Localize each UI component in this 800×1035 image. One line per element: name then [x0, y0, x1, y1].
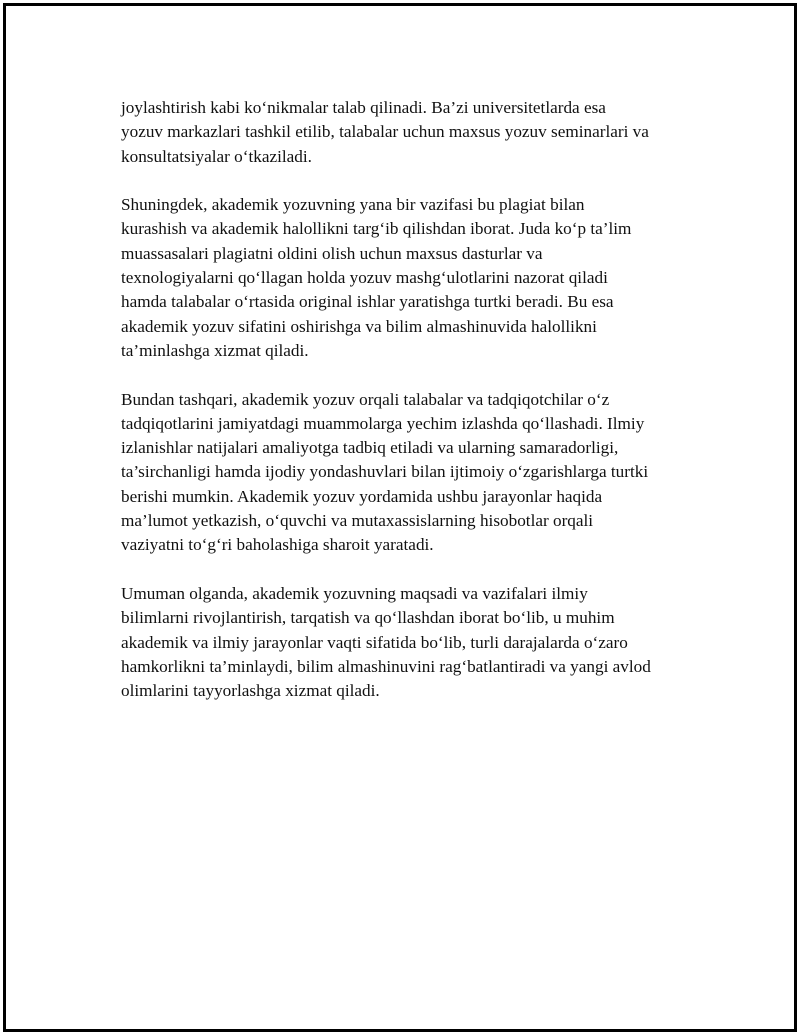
paragraph-4: Umuman olganda, akademik yozuvning maqsadi va vazifalari ilmiy bilimlarni rivojlantirish, tarqatish va qo‘llashdan iborat bo‘lib, u muhim akademik va ilmiy jarayonlar vaqti sifatida bo‘lib, turli darajalarda o‘zaro hamkorlikni ta’minlaydi, bilim almashinuvini rag‘batlantiradi va yangi avlod olimlarini tayyorlashga xizmat qiladi. — [121, 583, 651, 701]
document-page — [3, 3, 797, 1032]
paragraph-1: joylashtirish kabi ko‘nikmalar talab qilinadi. Ba’zi universitetlarda esa yozuv markazlari tashkil etilib, talabalar uchun maxsus yozuv seminarlari va konsultatsiyalar o‘tkaziladi. — [121, 98, 649, 166]
page-body — [121, 96, 711, 728]
paragraph-3: Bundan tashqari, akademik yozuv orqali talabalar va tadqiqotchilar o‘z tadqiqotlarini jamiyatdagi muammolarga yechim izlashda qo‘llashadi. Ilmiy izlanishlar natijalari amaliyotga tadbiq etiladi va ularning samaradorligi, ta’sirchanligi hamda ijodiy yondashuvlari bilan ijtimoiy o‘zgarishlarga turtki berishi mumkin. Akademik yozuv yordamida ushbu jarayonlar haqida ma’lumot yetkazish, o‘quvchi va mutaxassislarning hisobotlar orqali vaziyatni to‘g‘ri baholashiga sharoit yaratadi. — [121, 389, 649, 555]
paragraph-2: Shuningdek, akademik yozuvning yana bir vazifasi bu plagiat bilan kurashish va akademik halollikni targ‘ib qilishdan iborat. Juda ko‘p ta’lim muassasalari plagiatni oldini olish uchun maxsus dasturlar va texnologiyalarni qo‘llagan holda yozuv mashg‘ulotlarini nazorat qiladi hamda talabalar o‘rtasida original ishlar yaratishga turtki beradi. Bu esa akademik yozuv sifatini oshirishga va bilim almashinuvida halollikni ta’minlashga xizmat qiladi. — [121, 195, 632, 360]
